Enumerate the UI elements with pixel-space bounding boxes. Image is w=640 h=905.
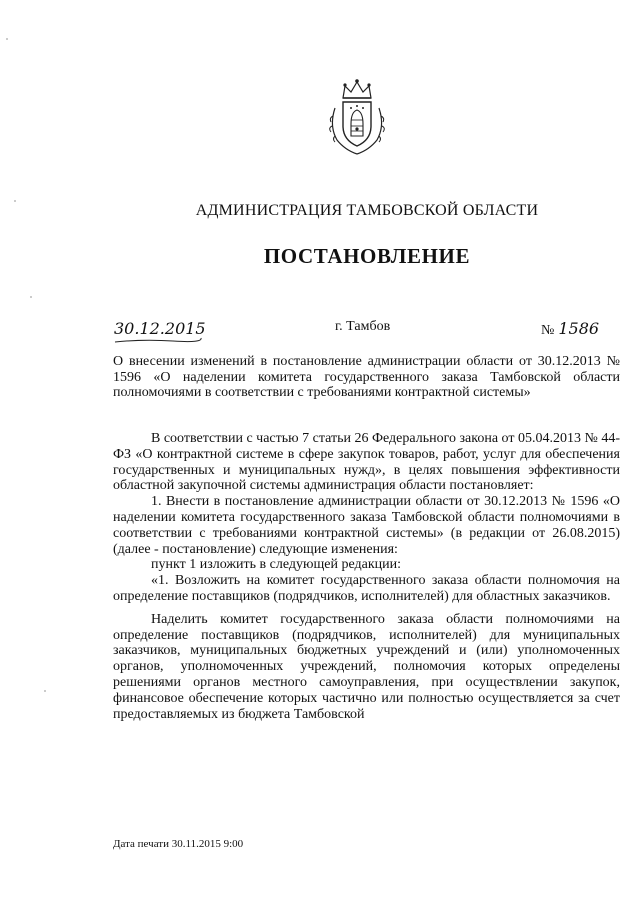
body-paragraph: Наделить комитет государственного заказа области полномочиями на определение поставщиков (подрядчиков, исполнителей) для муниципальных заказчиков, муниципальных бюджетных учреждений и (или) уполномоченных органов, уполномоченных учреждений, полномочия которых определены решениями органов местного самоуправления, при осуществлении закупок, финансовое обеспечение которых частично или полностью осуществляется за счет предоставляемых из бюджета Тамбовской [113, 611, 620, 722]
print-date: Дата печати 30.11.2015 9:00 [113, 838, 244, 850]
document-city: г. Тамбов [335, 319, 391, 334]
body-paragraph: пункт 1 изложить в следующей редакции: [151, 557, 401, 573]
document-subject: О внесении изменений в постановление администрации области от 30.12.2013 № 1596 «О наделении комитета государственного заказа Тамбовской области полномочиями в соответствии с требованиями контрактной системы» [113, 354, 620, 400]
number-prefix: № [541, 323, 555, 338]
document-number [541, 319, 599, 339]
scan-speck [44, 690, 46, 692]
scan-speck [6, 38, 8, 40]
document-body [113, 431, 620, 722]
document-date: 30.12.2015 [114, 319, 206, 338]
scan-speck [30, 296, 32, 298]
document-type-heading: ПОСТАНОВЛЕНИЕ [263, 244, 471, 268]
body-paragraph: В соответствии с частью 7 статьи 26 Федерального закона от 05.04.2013 № 44-ФЗ «О контрактной системе в сфере закупок товаров, работ, услуг для обеспечения государственных и муниципальных нужд», в целях повышения эффективности областной закупочной системы администрация области постановляет: [113, 431, 620, 494]
scan-speck [14, 200, 16, 202]
number-value: 1586 [558, 319, 600, 338]
body-paragraph: 1. Внести в постановление администрации области от 30.12.2013 № 1596 «О наделении комитета государственного заказа Тамбовской области полномочиями в соответствии с требованиями контрактной системы» (в редакции от 26.08.2015) (далее - постановление) следующие изменения: [113, 494, 620, 557]
tambov-coat-of-arms-icon [327, 78, 387, 156]
document-meta-row [0, 319, 640, 343]
date-underline-stroke [113, 336, 203, 346]
body-paragraph: «1. Возложить на комитет государственного заказа области полномочия на определение поставщиков (подрядчиков, исполнителей) для областных заказчиков. [113, 573, 620, 604]
organization-title: АДМИНИСТРАЦИЯ ТАМБОВСКОЙ ОБЛАСТИ [195, 202, 539, 219]
